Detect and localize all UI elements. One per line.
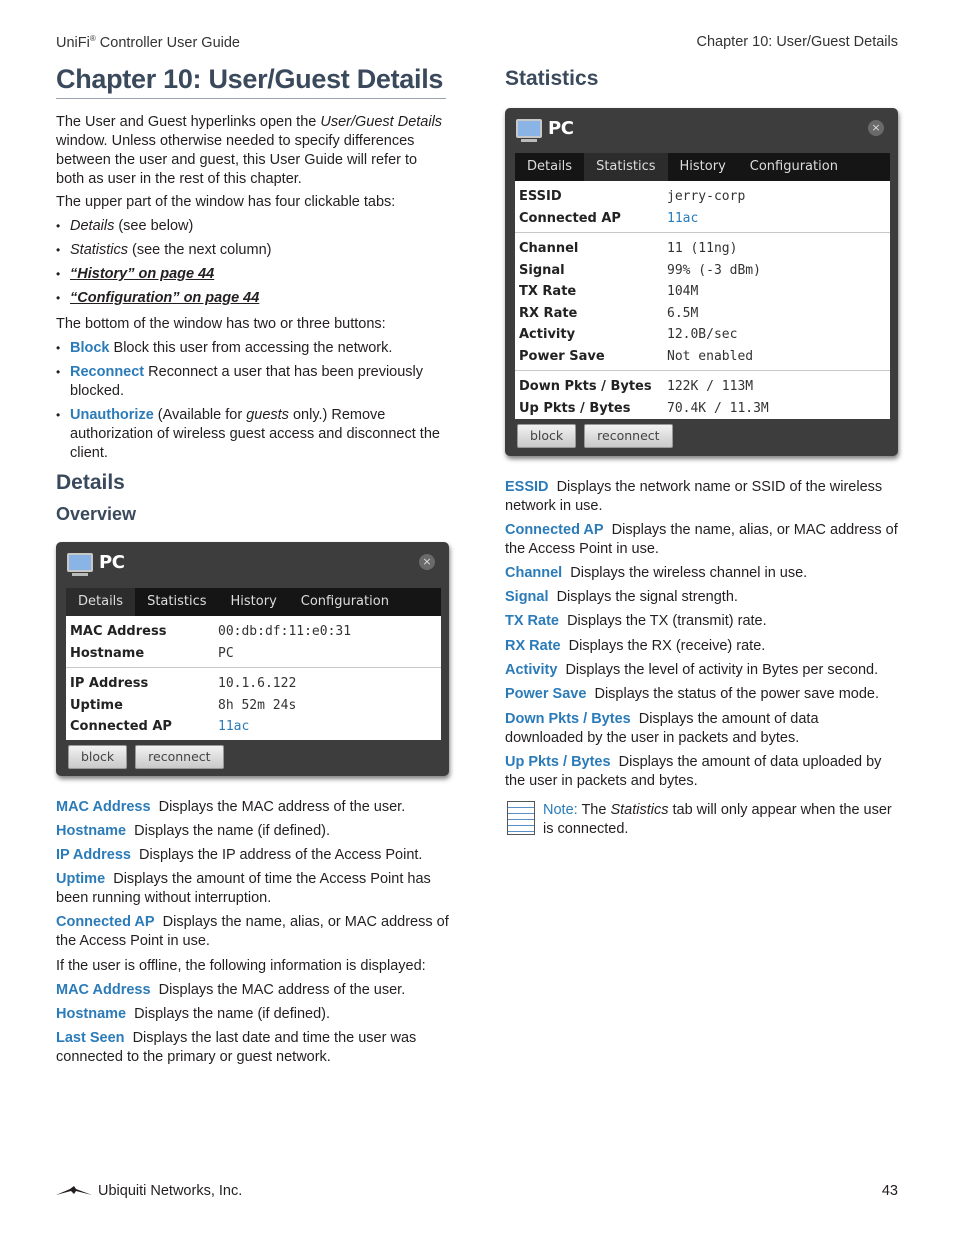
intro-paragraph: The User and Guest hyperlinks open the User/Guest Details window. Unless otherwise needed to specify differences between the user and guest, this User Guide will refer to both as user in the rest of this chapter.	[56, 114, 443, 187]
table-row: Down Pkts / Bytes 122K / 113M	[519, 379, 754, 394]
list-item: • Details (see below)	[56, 217, 449, 236]
button-row	[68, 745, 224, 769]
buttons-intro: The bottom of the window has two or three buttons:	[56, 316, 386, 332]
tab-configuration[interactable]: Configuration	[300, 594, 389, 609]
footer-company: Ubiquiti Networks, Inc.	[56, 1183, 242, 1199]
statistics-panel	[515, 181, 890, 419]
radio-section	[515, 233, 890, 371]
note: Note: The Statistics tab will only appear when the user is connected.	[543, 802, 892, 837]
definition: Hostname Displays the name (if defined).	[56, 823, 331, 839]
block-button[interactable]: block	[68, 745, 127, 769]
buttons-list	[56, 339, 449, 463]
table-row: Activity 12.0B/sec	[519, 327, 738, 342]
tab-history[interactable]: History	[679, 159, 726, 174]
running-header-right: Chapter 10: User/Guest Details	[696, 34, 898, 50]
table-row: Hostname PC	[70, 645, 234, 661]
list-item: • Reconnect Reconnect a user that has been previously blocked.	[56, 363, 449, 401]
table-row: Uptime 8h 52m 24s	[70, 697, 297, 713]
configuration-link[interactable]: “Configuration” on page 44	[70, 290, 260, 306]
network-section	[66, 668, 441, 741]
connected-ap-link[interactable]: 11ac	[667, 210, 699, 226]
definition: Connected AP Displays the name, alias, or MAC address of the Access Point in use.	[56, 914, 449, 949]
statistics-window	[505, 108, 898, 456]
table-row: MAC Address 00:db:df:11:e0:31	[70, 624, 352, 639]
offline-intro: If the user is offline, the following information is displayed:	[56, 958, 426, 974]
window-title: PC	[548, 118, 574, 139]
identity-section	[66, 616, 441, 668]
definition: IP Address Displays the IP address of the Access Point.	[56, 847, 423, 863]
list-item	[56, 289, 449, 308]
tab-statistics[interactable]: Statistics	[584, 153, 667, 181]
tab-bar	[66, 588, 441, 616]
block-button[interactable]: block	[517, 424, 576, 448]
table-row: Connected AP 11ac	[519, 208, 886, 230]
close-icon[interactable]: ×	[419, 554, 435, 570]
history-link[interactable]: “History” on page 44	[70, 266, 215, 282]
definition: RX Rate Displays the RX (receive) rate.	[505, 638, 766, 654]
connected-ap-link[interactable]: 11ac	[218, 719, 250, 734]
definition: Activity Displays the level of activity in Bytes per second.	[505, 662, 879, 678]
ssid-section	[515, 181, 890, 233]
definition: Uptime Displays the amount of time the Access Point has been running without interruption.	[56, 871, 431, 906]
close-icon[interactable]: ×	[868, 120, 884, 136]
definition: TX Rate Displays the TX (transmit) rate.	[505, 613, 767, 629]
definition: Hostname Displays the name (if defined).	[56, 1006, 331, 1022]
tab-details[interactable]: Details	[527, 159, 573, 174]
tab-statistics[interactable]: Statistics	[147, 594, 207, 609]
table-row: ESSID jerry-corp	[519, 189, 746, 204]
tabs-list	[56, 217, 449, 308]
ubiquiti-logo-icon	[56, 1186, 92, 1196]
definition: Power Save Displays the status of the power save mode.	[505, 686, 879, 702]
tab-configuration[interactable]: Configuration	[749, 159, 838, 174]
table-row: TX Rate 104M	[519, 284, 699, 299]
running-header-left: UniFi® Controller User Guide	[56, 34, 240, 51]
details-window	[56, 542, 449, 776]
tabs-intro: The upper part of the window has four clickable tabs:	[56, 194, 396, 210]
table-row: IP Address 10.1.6.122	[70, 676, 297, 691]
definition: MAC Address Displays the MAC address of the user.	[56, 799, 406, 815]
definition: Channel Displays the wireless channel in use.	[505, 565, 808, 581]
table-row: Connected AP 11ac	[70, 716, 437, 738]
page-number: 43	[881, 1183, 898, 1199]
table-row: Up Pkts / Bytes 70.4K / 11.3M	[519, 400, 769, 416]
table-row: Channel 11 (11ng)	[519, 241, 738, 256]
table-row: Power Save Not enabled	[519, 348, 754, 364]
list-item: • Statistics (see the next column)	[56, 241, 449, 260]
tab-bar	[515, 153, 890, 181]
notepad-icon	[507, 801, 535, 835]
definition: Last Seen Displays the last date and time the user was connected to the primary or guest network.	[56, 1030, 417, 1065]
table-row: Signal 99% (-3 dBm)	[519, 262, 761, 278]
definition: Signal Displays the signal strength.	[505, 589, 738, 605]
tab-details[interactable]: Details	[66, 588, 135, 616]
reconnect-button[interactable]: reconnect	[584, 424, 672, 448]
window-title: PC	[99, 552, 125, 573]
list-item: • Unauthorize (Available for guests only.) Remove authorization of wireless guest access and disconnect the client.	[56, 406, 449, 463]
definition: Down Pkts / Bytes Displays the amount of data downloaded by the user in packets and bytes.	[505, 711, 819, 746]
list-item	[56, 265, 449, 284]
table-row: RX Rate 6.5M	[519, 305, 699, 321]
definition: MAC Address Displays the MAC address of the user.	[56, 982, 406, 998]
details-panel	[66, 616, 441, 740]
tab-history[interactable]: History	[230, 594, 277, 609]
definition: Up Pkts / Bytes Displays the amount of data uploaded by the user in packets and bytes.	[505, 754, 882, 789]
reconnect-button[interactable]: reconnect	[135, 745, 223, 769]
chapter-title: Chapter 10: User/Guest Details	[56, 64, 446, 99]
traffic-section	[515, 371, 890, 422]
definition: ESSID Displays the network name or SSID of the wireless network in use.	[505, 479, 883, 514]
details-heading: Details	[56, 471, 125, 494]
button-row	[517, 424, 673, 448]
definition: Connected AP Displays the name, alias, or MAC address of the Access Point in use.	[505, 522, 898, 557]
list-item: • Block Block this user from accessing the network.	[56, 339, 449, 358]
pc-monitor-icon	[516, 119, 542, 138]
overview-heading: Overview	[56, 504, 137, 524]
statistics-heading: Statistics	[505, 67, 599, 90]
pc-monitor-icon	[67, 553, 93, 572]
